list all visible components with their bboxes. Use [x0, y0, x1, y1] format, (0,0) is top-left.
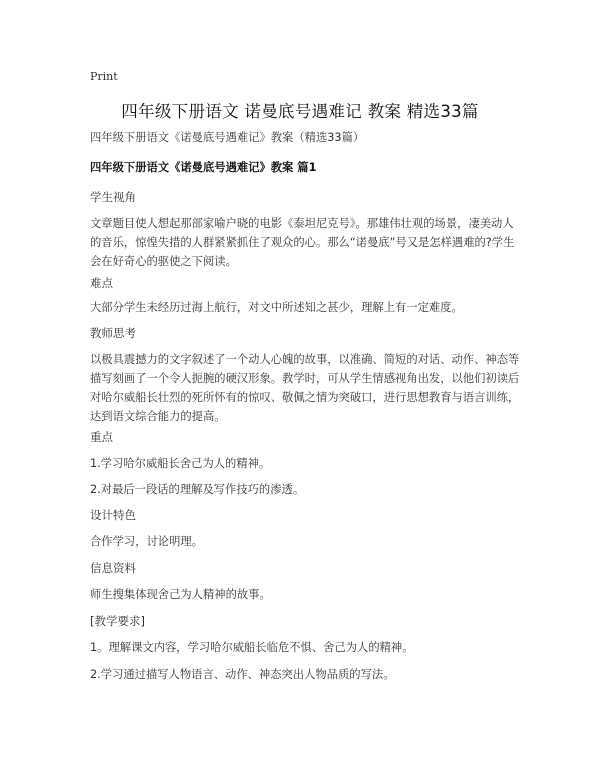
paragraph-student-view: 文章题目使人想起那部家喻户晓的电影《泰坦尼克号》。那雄伟壮观的场景，凄美动人的音乐，惊惶失措的人群紧紧抓住了观众的心。那么“诺曼底”号又是怎样遇难的?学生会在好奇心的驱使之下阅读。 [90, 217, 515, 268]
document-subtitle: 四年级下册语文《诺曼底号遇难记》教案（精选33篇） [90, 131, 365, 144]
heading-requirements: [教学要求] [90, 614, 145, 628]
heading-focus: 重点 [90, 430, 113, 444]
paragraph-teacher-thinking: 以极具震撼力的文字叙述了一个动人心魄的故事，以准确、简短的对话、动作、神态等描写刻画了一个令人扼腕的硬汉形象。教学时，可从学生情感视角出发，以他们初读后对哈尔威船长壮烈的死所怀有的惊叹、敬佩之情为突破口，进行思想教育与语言训练，达到语文综合能力的提高。 [90, 353, 520, 423]
heading-info: 信息资料 [90, 561, 136, 575]
heading-student-view: 学生视角 [90, 190, 136, 204]
paragraph-info: 师生搜集体现舍己为人精神的故事。 [90, 588, 271, 601]
paragraph-requirement-1: 1。理解课文内容，学习哈尔威船长临危不惧、舍己为人的精神。 [90, 641, 414, 654]
print-label[interactable]: Print [90, 70, 118, 83]
paragraph-requirement-2: 2.学习通过描写人物语言、动作、神态突出人物品质的写法。 [90, 668, 395, 681]
paragraph-focus-1: 1.学习哈尔威船长舍己为人的精神。 [90, 457, 271, 470]
paragraph-difficulty: 大部分学生未经历过海上航行，对文中所述知之甚少，理解上有一定难度。 [90, 301, 463, 314]
section-title: 四年级下册语文《诺曼底号遇难记》教案 篇1 [90, 161, 317, 174]
document-title: 四年级下册语文 诺曼底号遇难记 教案 精选33篇 [121, 102, 479, 121]
heading-design: 设计特色 [90, 508, 136, 522]
heading-teacher-thinking: 教师思考 [90, 326, 136, 340]
paragraph-design: 合作学习，讨论明理。 [90, 535, 203, 548]
heading-difficulty: 难点 [90, 276, 113, 290]
paragraph-focus-2: 2.对最后一段话的理解及写作技巧的渗透。 [90, 483, 305, 496]
